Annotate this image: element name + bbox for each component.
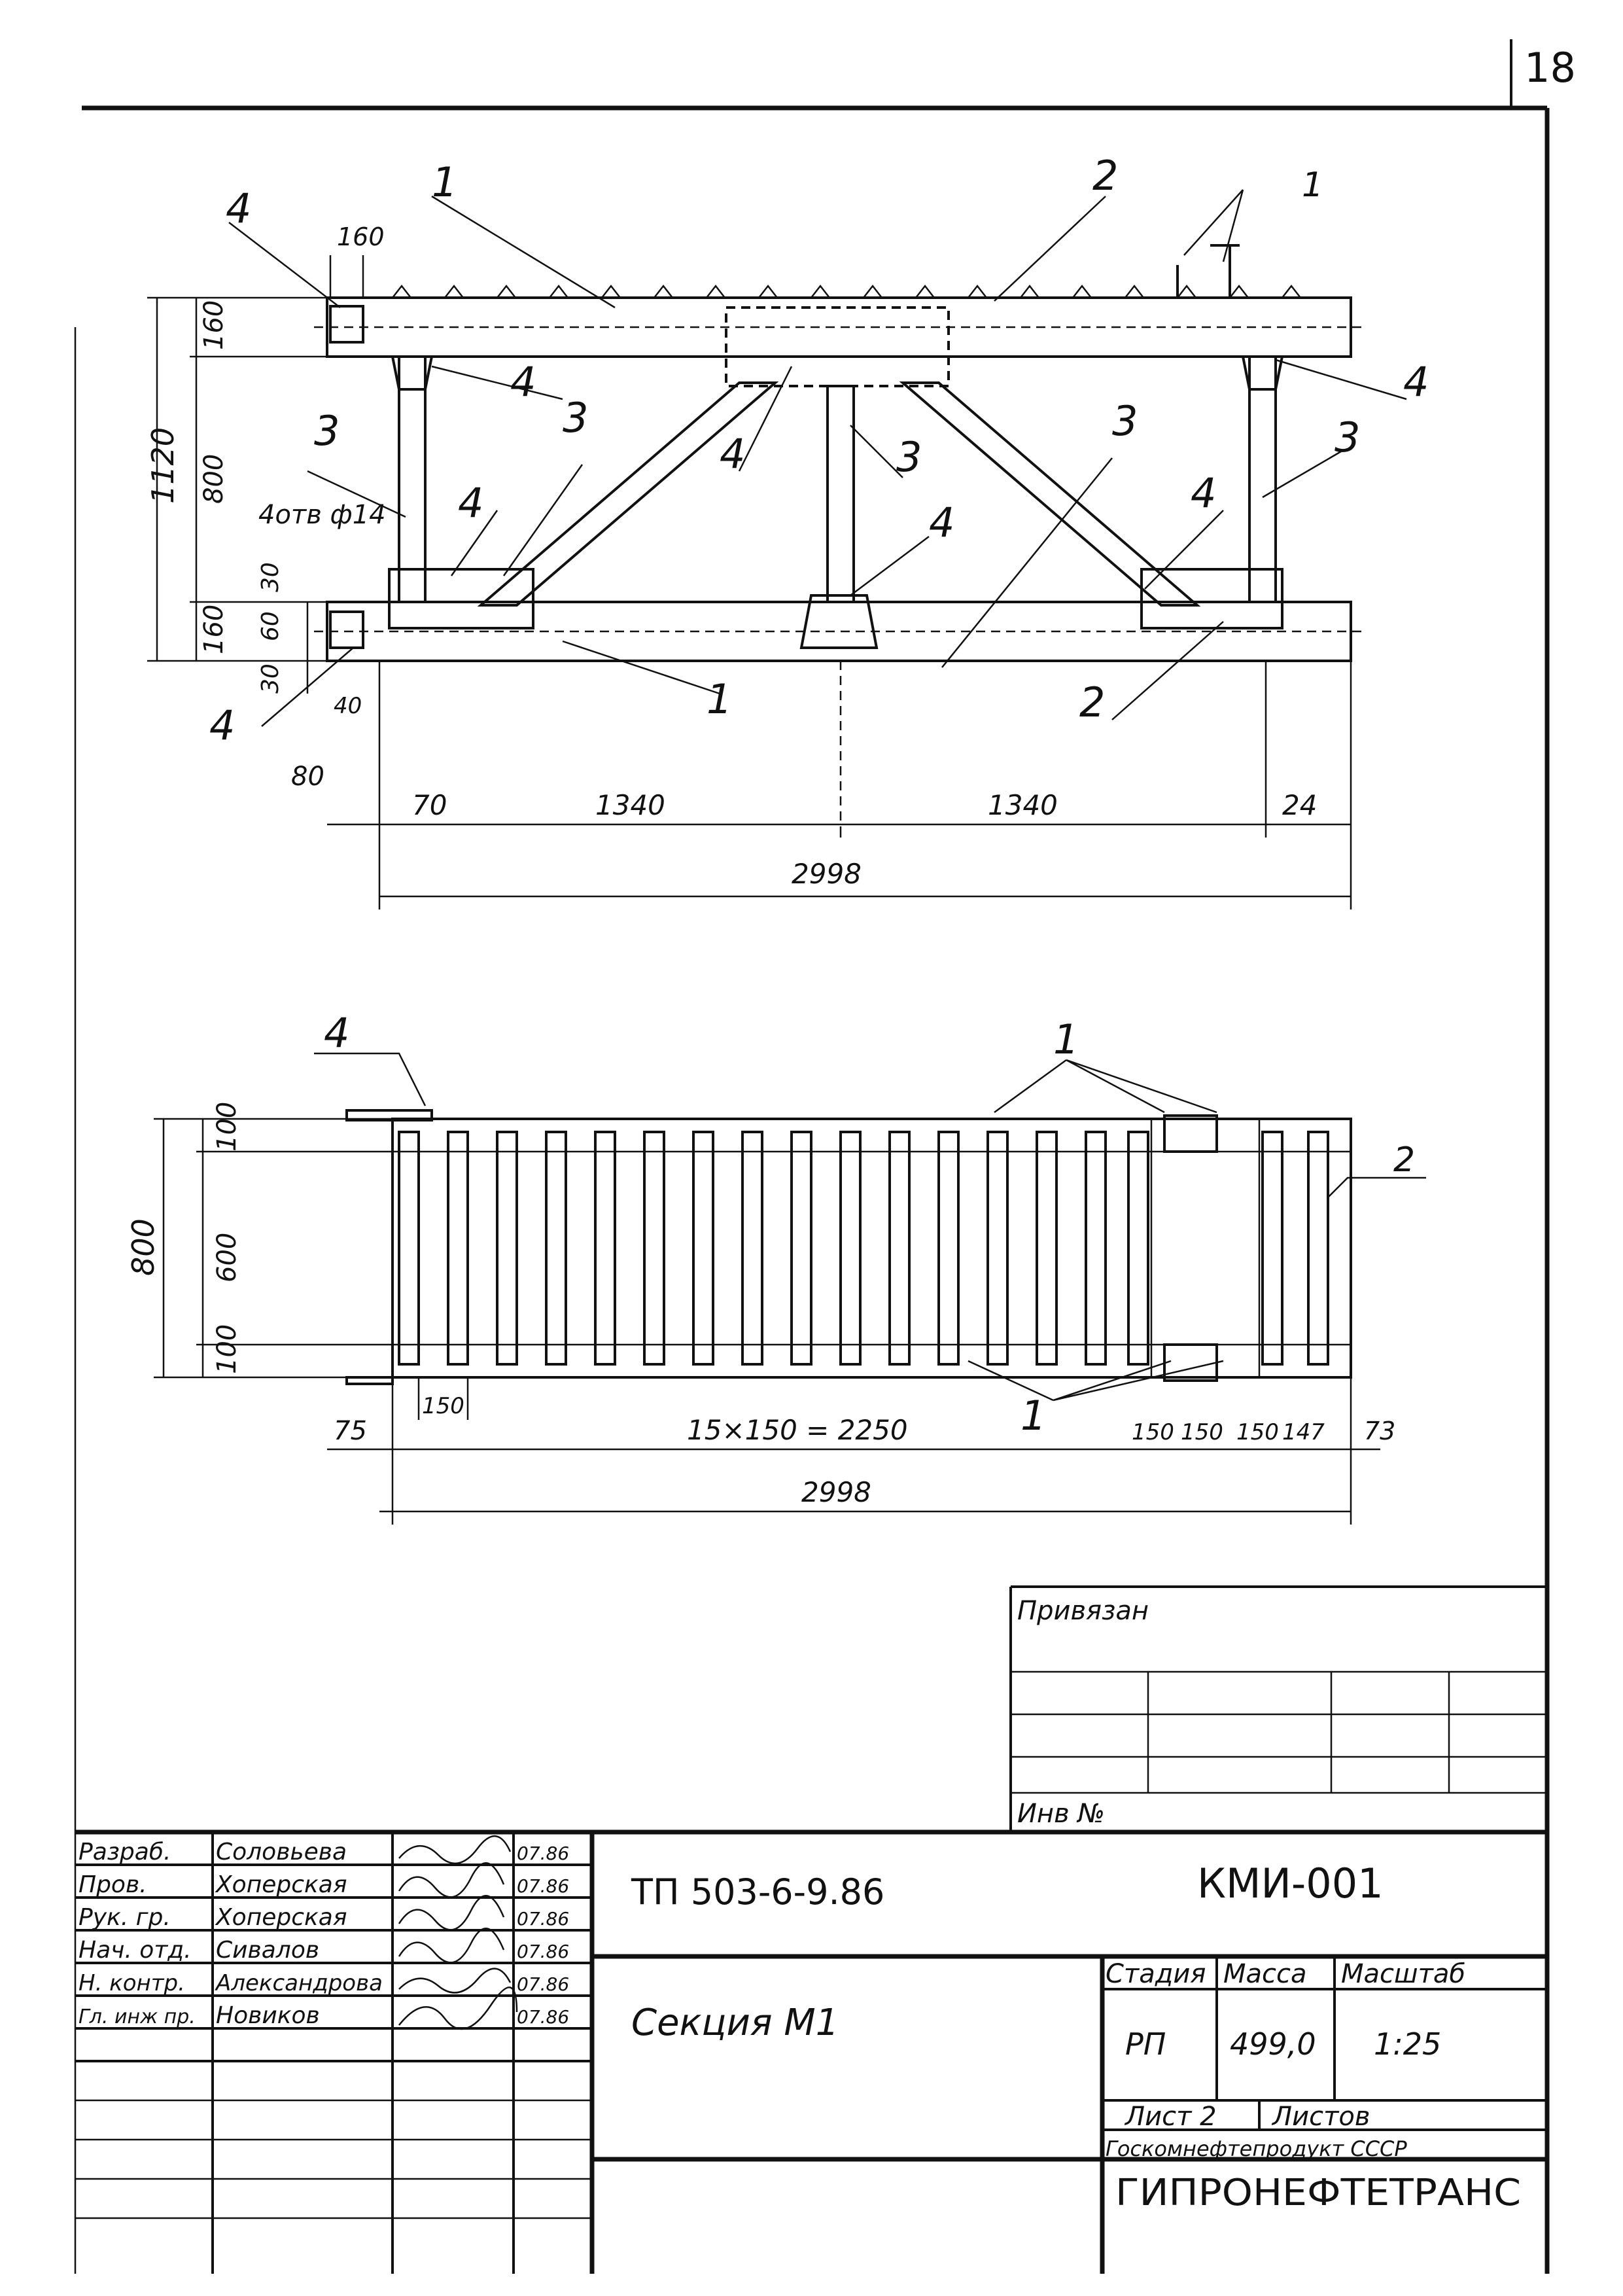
dim-30-a: 30 <box>257 562 284 592</box>
side-callout-1-top: 1 <box>1053 1016 1079 1063</box>
side-dim-pitch: 150 <box>422 1393 464 1419</box>
callout-3-e: 3 <box>1335 414 1361 461</box>
side-dim-147: 147 <box>1282 1419 1325 1445</box>
dim-30-b: 30 <box>257 663 284 694</box>
callout-3-d: 3 <box>1112 397 1138 445</box>
bolt-note: 4отв ф14 <box>258 500 386 530</box>
sheet-number: 18 <box>1524 44 1576 92</box>
side-callout-4: 4 <box>324 1009 350 1057</box>
name-dept-head: Сивалов <box>216 1937 320 1964</box>
side-dim-100-bottom: 100 <box>212 1324 242 1374</box>
side-dim-2250: 15×150 = 2250 <box>687 1414 908 1446</box>
side-dim-73: 73 <box>1364 1417 1396 1445</box>
sheet-label: Лист 2 <box>1125 2102 1217 2132</box>
deck-ribs <box>399 1132 1328 1364</box>
callout-2-top: 2 <box>1092 152 1119 200</box>
callout-4-h: 4 <box>209 701 236 749</box>
role-chief-engineer: Гл. инж пр. <box>79 2005 196 2028</box>
callout-3-b: 3 <box>563 394 589 442</box>
date-chief-engineer: 07.86 <box>517 2006 570 2028</box>
org-line2: ГИПРОНЕФТЕТРАНС <box>1115 2172 1521 2214</box>
callout-4-d: 4 <box>1403 358 1429 406</box>
side-callout-1-bottom: 1 <box>1021 1392 1047 1439</box>
callout-1-top: 1 <box>432 158 458 206</box>
side-dim-150-c: 150 <box>1236 1419 1279 1445</box>
name-chief-engineer: Новиков <box>216 2002 320 2029</box>
dim-70: 70 <box>412 789 447 821</box>
side-dim-600: 600 <box>212 1232 242 1282</box>
side-callout-2: 2 <box>1393 1140 1416 1180</box>
callout-1-bottom: 1 <box>707 675 733 723</box>
dim-160-bottom: 160 <box>199 604 229 654</box>
callout-2-bottom: 2 <box>1079 679 1106 726</box>
date-developer: 07.86 <box>517 1843 570 1864</box>
side-dim-150-a: 150 <box>1132 1419 1174 1445</box>
dim-160-end: 160 <box>337 222 385 251</box>
dim-total-top: 2998 <box>792 858 862 890</box>
role-group-lead: Рук. гр. <box>79 1904 171 1931</box>
role-norm-control: Н. контр. <box>79 1970 185 1996</box>
project-number: ТП 503-6-9.86 <box>631 1871 885 1913</box>
side-view-labels <box>126 1009 1415 1508</box>
date-dept-head: 07.86 <box>517 1941 570 1962</box>
side-dim-800: 800 <box>126 1218 161 1276</box>
dim-1340-left: 1340 <box>595 789 665 821</box>
drawing-code: КМИ-001 <box>1197 1860 1384 1907</box>
date-checker: 07.86 <box>517 1875 570 1897</box>
callout-4-g: 4 <box>1191 469 1217 517</box>
role-dept-head: Нач. отд. <box>79 1937 192 1964</box>
date-norm-control: 07.86 <box>517 1973 570 1995</box>
callout-4-f: 4 <box>929 499 955 546</box>
callout-1-top-right: 1 <box>1302 166 1324 205</box>
header-mass: Масса <box>1223 1959 1307 1989</box>
value-scale: 1:25 <box>1374 2026 1442 2062</box>
dim-40: 40 <box>334 693 362 719</box>
name-checker: Хоперская <box>216 1871 347 1898</box>
dim-80: 80 <box>291 762 324 792</box>
dim-60: 60 <box>257 611 284 641</box>
dim-1340-right: 1340 <box>988 789 1058 821</box>
name-group-lead: Хоперская <box>216 1904 347 1931</box>
header-stage: Стадия <box>1106 1959 1206 1989</box>
value-stage: РП <box>1125 2026 1166 2062</box>
dim-160-top: 160 <box>199 300 229 350</box>
binding-title: Привязан <box>1017 1596 1149 1626</box>
name-developer: Соловьева <box>216 1839 347 1865</box>
date-group-lead: 07.86 <box>517 1908 570 1930</box>
callout-3-c: 3 <box>896 433 922 481</box>
dim-24: 24 <box>1282 789 1318 821</box>
side-dim-total: 2998 <box>801 1476 871 1508</box>
side-dim-75: 75 <box>334 1416 367 1446</box>
drawing-name: Секция М1 <box>631 2002 839 2044</box>
side-dim-100-top: 100 <box>212 1101 242 1152</box>
side-view-deck <box>154 1053 1426 1525</box>
role-developer: Разраб. <box>79 1839 171 1865</box>
sheets-label: Листов <box>1272 2102 1370 2132</box>
org-line1: Госкомнефтепродукт СССР <box>1106 2136 1407 2161</box>
callout-4-e: 4 <box>458 479 484 527</box>
header-scale: Масштаб <box>1341 1959 1466 1989</box>
callout-4-b: 4 <box>510 358 536 406</box>
callout-4-a: 4 <box>226 185 252 232</box>
top-view-truss <box>314 245 1364 831</box>
callout-4-c: 4 <box>720 430 746 478</box>
dim-800: 800 <box>199 453 229 504</box>
role-checker: Пров. <box>79 1871 147 1898</box>
inv-label: Инв № <box>1017 1799 1105 1829</box>
top-view-labels <box>145 152 1429 890</box>
name-norm-control: Александрова <box>216 1970 383 1996</box>
side-dim-150-b: 150 <box>1181 1419 1223 1445</box>
dim-1120: 1120 <box>145 427 181 504</box>
callout-3-a: 3 <box>314 407 340 455</box>
value-mass: 499,0 <box>1230 2026 1316 2062</box>
